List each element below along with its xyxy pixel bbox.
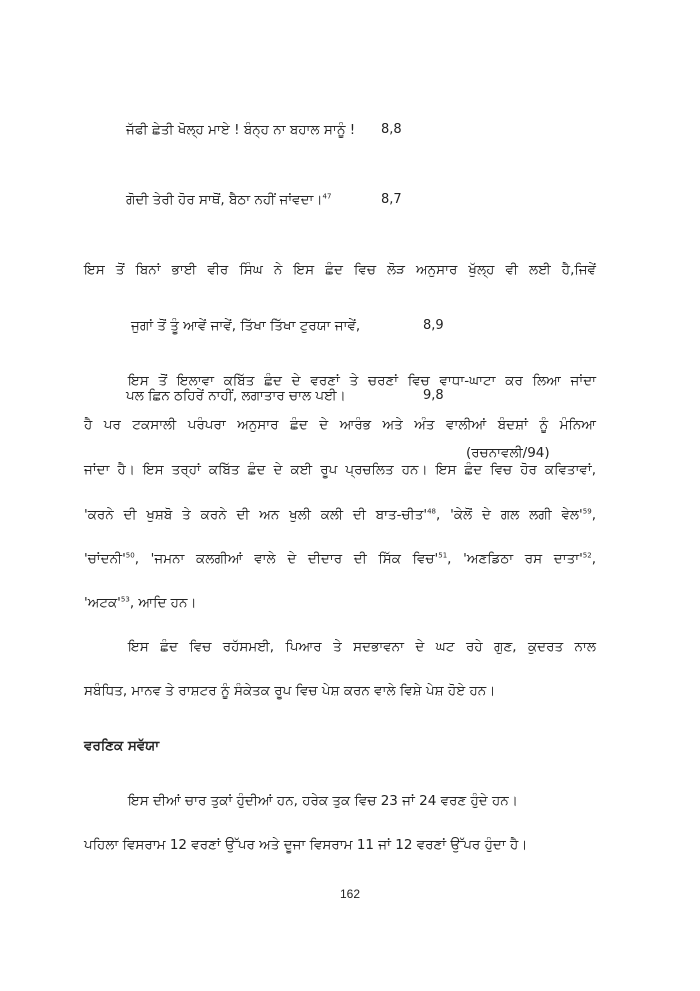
verse-text: ਗੋਦੀ ਤੇਰੀ ਹੋਰ ਸਾਥੋਂ, ਬੈਠਾ ਨਹੀਂ ਜਾਂਵਦਾ। (126, 192, 323, 208)
verse-line: ਜੱਫੀ ਛੇਤੀ ਖੋਲ੍ਹ ਮਾਏ ! ਬੰਨ੍ਹ ਨਾ ਬਹਾਲ ਸਾਨੂੰ ! (126, 122, 356, 138)
body-text-line: ਇਸ ਦੀਆਂ ਚਾਰ ਤੁਕਾਂ ਹੁੰਦੀਆਂ ਹਨ, ਹਰੇਕ ਤੁਕ ਵਿਚ 23 ਜਾਂ 24 ਵਰਣ ਹੁੰਦੇ ਹਨ। (128, 793, 518, 809)
body-text-line: ਜਾਂਦਾ ਹੈ। ਇਸ ਤਰ੍ਹਾਂ ਕਬਿੱਤ ਛੰਦ ਦੇ ਕਈ ਰੂਪ ਪ੍ਰਚਲਿਤ ਹਨ। ਇਸ ਛੰਦ ਵਿਚ ਹੋਰ ਕਵਿਤਾਵਾਂ, (84, 462, 596, 478)
footnote-ref: 47 (322, 192, 332, 201)
verse-line (126, 191, 331, 209)
body-text-line (84, 506, 596, 524)
syllable-count: 9,8 (423, 388, 444, 403)
work-title: 'ਅਣਡਿਠਾ ਰਸ ਦਾਤਾ' (463, 551, 583, 567)
work-title: 'ਚਾਂਦਨੀ' (84, 551, 126, 567)
separator: , (435, 507, 451, 523)
syllable-count: 8,8 (381, 122, 402, 137)
verse-line: ਪਲ ਛਿਨ ਠਹਿਰੇਂ ਨਾਹੀਂ, ਲਗਾਤਾਰ ਚਾਲ ਪਈ। (126, 388, 346, 404)
body-text-line (84, 550, 596, 568)
work-title: 'ਕਰਨੇ ਦੀ ਖੁਸ਼ਬੋ ਤੇ ਕਰਨੇ ਦੀ ਅਨ ਖੁਲੀ ਕਲੀ ਦੀ ਬਾਤ-ਚੀਤ' (84, 507, 428, 523)
syllable-count: 8,7 (381, 192, 402, 207)
body-text-line: ਪਹਿਲਾ ਵਿਸਰਾਮ 12 ਵਰਣਾਂ ਉੱਪਰ ਅਤੇ ਦੂਜਾ ਵਿਸਰਾਮ 11 ਜਾਂ 12 ਵਰਣਾਂ ਉੱਪਰ ਹੁੰਦਾ ਹੈ। (84, 837, 528, 853)
body-text-line: ਹੈ ਪਰ ਟਕਸਾਲੀ ਪਰੰਪਰਾ ਅਨੁਸਾਰ ਛੰਦ ਦੇ ਆਰੰਭ ਅਤੇ ਅੰਤ ਵਾਲੀਆਂ ਬੰਦਸ਼ਾਂ ਨੂੰ ਮੰਨਿਆ (84, 417, 596, 433)
work-title: 'ਜਮਨਾ ਕਲਗੀਆਂ ਵਾਲੇ ਦੇ ਦੀਦਾਰ ਦੀ ਸਿੱਕ ਵਿਚ' (150, 551, 439, 567)
footnote-ref: 53 (120, 595, 130, 604)
syllable-count: 8,9 (423, 318, 444, 333)
separator: , (134, 551, 151, 567)
footnote-ref: 50 (125, 551, 135, 560)
body-text-line: ਇਸ ਤੋਂ ਬਿਨਾਂ ਭਾਈ ਵੀਰ ਸਿੰਘ ਨੇ ਇਸ ਛੰਦ ਵਿਚ ਲੋੜ ਅਨੁਸਾਰ ਖੁੱਲ੍ਹ ਵੀ ਲਈ ਹੈ,ਜਿਵੇਂ (84, 262, 596, 278)
separator: , (591, 507, 596, 523)
footnote-ref: 51 (438, 551, 448, 560)
verse-line: ਜੁਗਾਂ ਤੋਂ ਤੂੰ ਆਵੇਂ ਜਾਵੇਂ, ਤਿੱਖਾ ਤਿੱਖਾ ਟੁਰਯਾ ਜਾਵੇਂ, (131, 318, 361, 334)
body-text-line (84, 594, 197, 612)
footnote-ref: 59 (582, 507, 592, 516)
body-text-line: ਸਬੰਧਿਤ, ਮਾਨਵ ਤੇ ਰਾਸ਼ਟਰ ਨੂੰ ਸੰਕੇਤਕ ਰੂਪ ਵਿਚ ਪੇਸ਼ ਕਰਨ ਵਾਲੇ ਵਿਸ਼ੇ ਪੇਸ਼ ਹੋਏ ਹਨ। (84, 683, 496, 699)
body-text-line: ਇਸ ਛੰਦ ਵਿਚ ਰਹੱਸਮਈ, ਪਿਆਰ ਤੇ ਸਦਭਾਵਨਾ ਦੇ ਘਟ ਰਹੇ ਗੁਣ, ਕੁਦਰਤ ਨਾਲ (128, 639, 596, 655)
body-text-line: ਇਸ ਤੋਂ ਇਲਾਵਾ ਕਬਿੱਤ ਛੰਦ ਦੇ ਵਰਣਾਂ ਤੇ ਚਰਣਾਂ ਵਿਚ ਵਾਧਾ-ਘਾਟਾ ਕਰ ਲਿਆ ਜਾਂਦਾ (128, 373, 596, 389)
footnote-ref: 52 (582, 551, 592, 560)
section-heading: ਵਰਣਿਕ ਸਵੱਯਾ (84, 738, 160, 754)
separator: , (591, 551, 597, 567)
citation: (ਰਚਨਾਵਲੀ/94) (466, 445, 550, 461)
work-title: 'ਕੇਲੋਂ ਦੇ ਗਲ ਲਗੀ ਵੇਲ' (450, 507, 583, 523)
footnote-ref: 48 (427, 507, 436, 516)
separator: , (447, 551, 464, 567)
body-text: , ਆਦਿ ਹਨ। (129, 595, 197, 611)
page-number: 162 (339, 887, 361, 901)
work-title: 'ਅਟਕ' (84, 595, 121, 611)
